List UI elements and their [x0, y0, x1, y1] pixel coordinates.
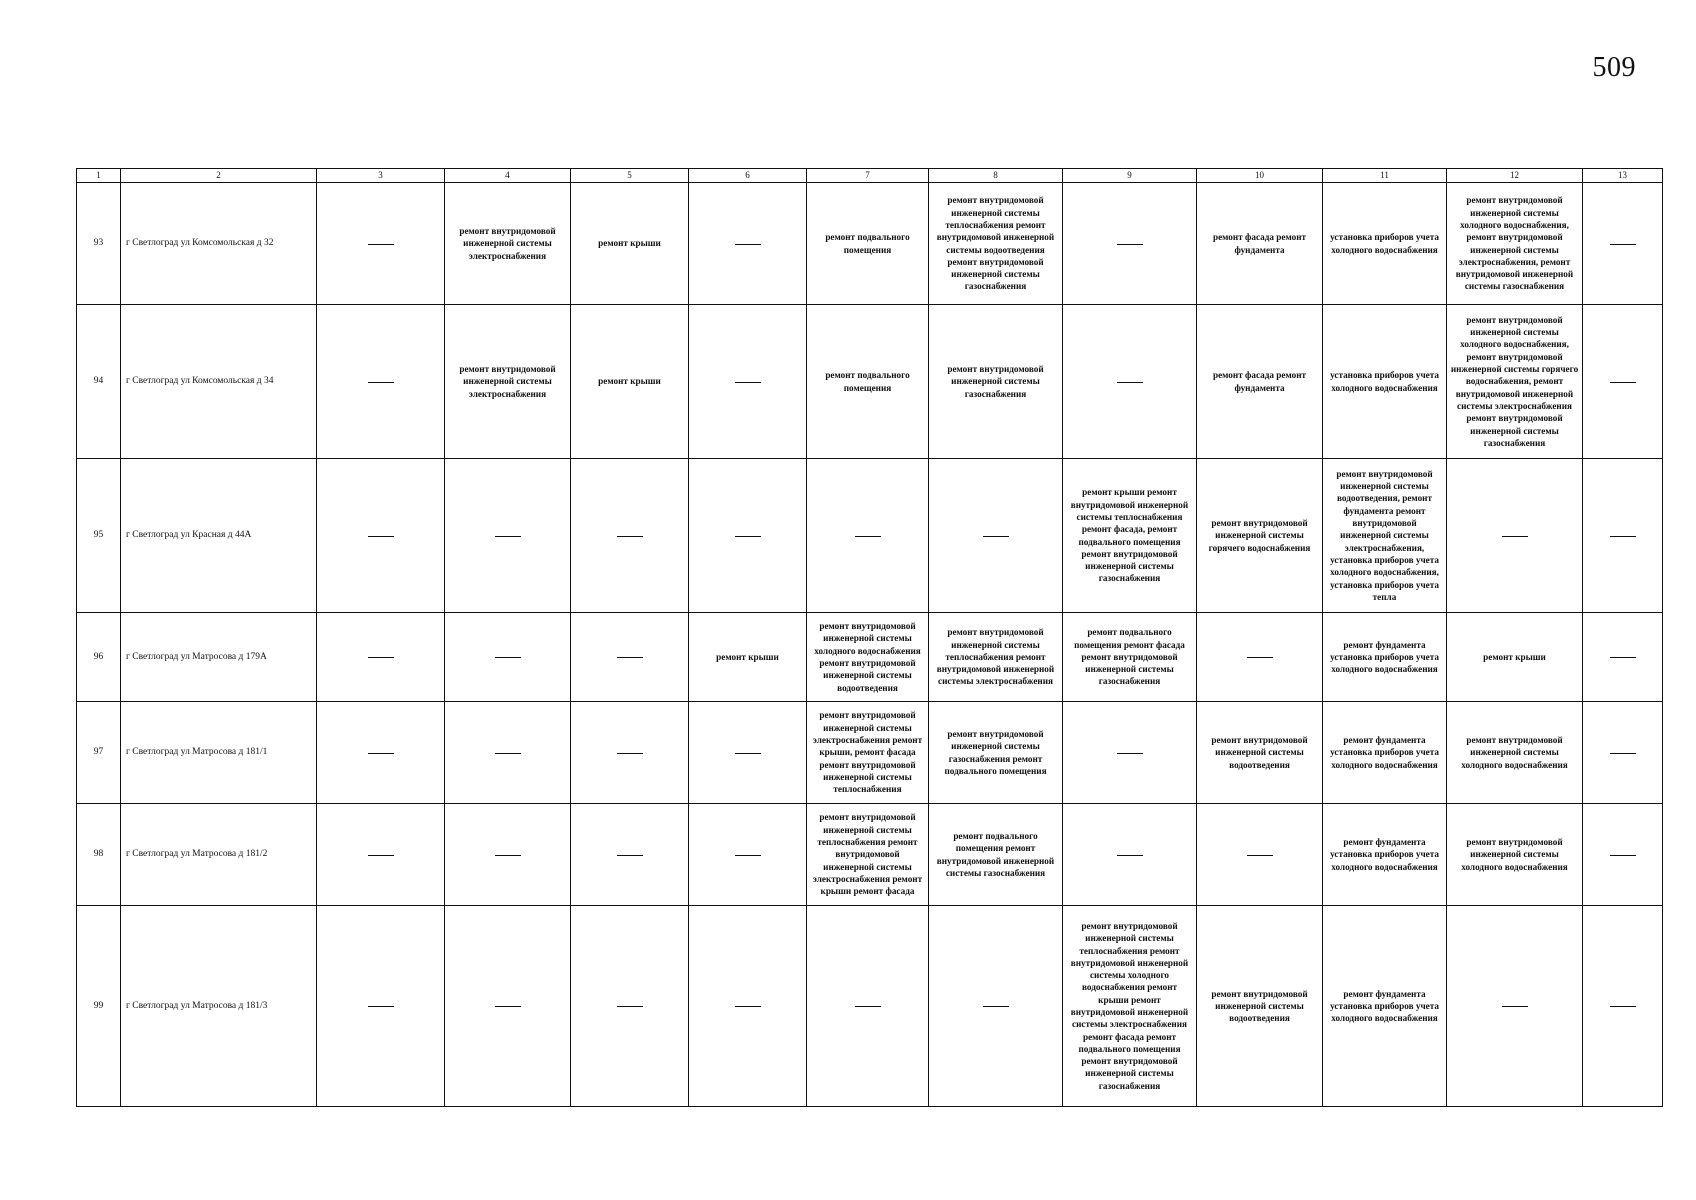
row-number: 96 [77, 613, 121, 702]
address-cell: г Светлоград ул Матросова д 181/1 [121, 702, 317, 804]
work-cell: ремонт внутридомовой инженерной системы водоотведения, ремонт фундамента ремонт внутридомовой инженерной системы электроснабжения, установка приборов учета холодного водоснабжения, установка приборов учета тепла [1323, 459, 1447, 613]
empty-dash-cell [571, 906, 689, 1107]
row-number: 97 [77, 702, 121, 804]
table-row [77, 183, 1663, 305]
empty-dash-cell [1063, 702, 1197, 804]
empty-dash-cell [1063, 804, 1197, 906]
work-cell: ремонт внутридомовой инженерной системы теплоснабжения ремонт внутридомовой инженерной системы водоотведения ремонт внутридомовой инженерной системы газоснабжения [929, 183, 1063, 305]
dash-mark [617, 657, 643, 658]
dash-mark [617, 1006, 643, 1007]
work-cell: ремонт внутридомовой инженерной системы холодного водоснабжения ремонт внутридомовой инженерной системы водоотведения [807, 613, 929, 702]
work-cell: ремонт подвального помещения [807, 305, 929, 459]
empty-dash-cell [689, 906, 807, 1107]
row-number: 98 [77, 804, 121, 906]
work-cell: ремонт фундамента установка приборов учета холодного водоснабжения [1323, 702, 1447, 804]
empty-dash-cell [807, 906, 929, 1107]
work-cell: ремонт фундамента установка приборов учета холодного водоснабжения [1323, 804, 1447, 906]
column-header: 9 [1063, 169, 1197, 183]
dash-mark [735, 244, 761, 245]
empty-dash-cell [689, 804, 807, 906]
work-cell: ремонт крыши [571, 305, 689, 459]
empty-dash-cell [1447, 459, 1583, 613]
dash-mark [1247, 657, 1273, 658]
empty-dash-cell [1583, 702, 1663, 804]
dash-mark [1610, 244, 1636, 245]
column-header: 10 [1197, 169, 1323, 183]
table-row [77, 906, 1663, 1107]
work-cell: ремонт внутридомовой инженерной системы водоотведения [1197, 906, 1323, 1107]
dash-mark [1502, 1006, 1528, 1007]
work-cell: ремонт внутридомовой инженерной системы электроснабжения [445, 305, 571, 459]
empty-dash-cell [445, 804, 571, 906]
row-number: 99 [77, 906, 121, 1107]
column-header: 13 [1583, 169, 1663, 183]
dash-mark [1117, 382, 1143, 383]
empty-dash-cell [317, 305, 445, 459]
empty-dash-cell [1063, 183, 1197, 305]
work-cell: ремонт внутридомовой инженерной системы холодного водоснабжения, ремонт внутридомовой инженерной системы электроснабжения, ремонт внутридомовой инженерной системы газоснабжения [1447, 183, 1583, 305]
dash-mark [735, 1006, 761, 1007]
empty-dash-cell [1583, 804, 1663, 906]
table-row [77, 613, 1663, 702]
column-header: 4 [445, 169, 571, 183]
empty-dash-cell [317, 183, 445, 305]
empty-dash-cell [571, 613, 689, 702]
empty-dash-cell [689, 459, 807, 613]
column-header: 12 [1447, 169, 1583, 183]
work-cell: ремонт фасада ремонт фундамента [1197, 183, 1323, 305]
work-cell: ремонт подвального помещения ремонт фасада ремонт внутридомовой инженерной системы газоснабжения [1063, 613, 1197, 702]
empty-dash-cell [1197, 804, 1323, 906]
address-cell: г Светлоград ул Матросова д 181/2 [121, 804, 317, 906]
empty-dash-cell [1583, 183, 1663, 305]
empty-dash-cell [445, 702, 571, 804]
empty-dash-cell [317, 459, 445, 613]
column-header: 7 [807, 169, 929, 183]
work-cell: ремонт внутридомовой инженерной системы теплоснабжения ремонт внутридомовой инженерной системы электроснабжения [929, 613, 1063, 702]
empty-dash-cell [571, 804, 689, 906]
dash-mark [735, 536, 761, 537]
header-row [77, 169, 1663, 183]
empty-dash-cell [1583, 305, 1663, 459]
dash-mark [1117, 753, 1143, 754]
work-cell: ремонт внутридомовой инженерной системы водоотведения [1197, 702, 1323, 804]
empty-dash-cell [317, 613, 445, 702]
dash-mark [1610, 382, 1636, 383]
empty-dash-cell [929, 459, 1063, 613]
address-cell: г Светлоград ул Комсомольская д 34 [121, 305, 317, 459]
column-header: 3 [317, 169, 445, 183]
dash-mark [495, 657, 521, 658]
address-cell: г Светлоград ул Матросова д 179А [121, 613, 317, 702]
empty-dash-cell [1197, 613, 1323, 702]
dash-mark [1610, 855, 1636, 856]
dash-mark [617, 753, 643, 754]
capital-repair-table [76, 168, 1663, 1107]
column-header: 11 [1323, 169, 1447, 183]
work-cell: ремонт внутридомовой инженерной системы электроснабжения ремонт крыши, ремонт фасада ремонт внутридомовой инженерной системы теплоснабжения [807, 702, 929, 804]
empty-dash-cell [1583, 613, 1663, 702]
work-cell: ремонт внутридомовой инженерной системы горячего водоснабжения [1197, 459, 1323, 613]
column-header: 5 [571, 169, 689, 183]
dash-mark [368, 536, 394, 537]
address-cell: г Светлоград ул Красная д 44А [121, 459, 317, 613]
dash-mark [495, 1006, 521, 1007]
work-cell: установка приборов учета холодного водоснабжения [1323, 183, 1447, 305]
dash-mark [1117, 244, 1143, 245]
table-row [77, 305, 1663, 459]
dash-mark [1247, 855, 1273, 856]
table-row [77, 804, 1663, 906]
dash-mark [1610, 657, 1636, 658]
work-cell: ремонт крыши [1447, 613, 1583, 702]
work-cell: ремонт внутридомовой инженерной системы газоснабжения [929, 305, 1063, 459]
empty-dash-cell [689, 305, 807, 459]
column-header: 2 [121, 169, 317, 183]
dash-mark [983, 1006, 1009, 1007]
work-cell: ремонт фасада ремонт фундамента [1197, 305, 1323, 459]
dash-mark [1610, 753, 1636, 754]
dash-mark [617, 536, 643, 537]
dash-mark [1502, 536, 1528, 537]
column-header: 8 [929, 169, 1063, 183]
empty-dash-cell [571, 702, 689, 804]
work-cell: установка приборов учета холодного водоснабжения [1323, 305, 1447, 459]
empty-dash-cell [929, 906, 1063, 1107]
work-cell: ремонт подвального помещения [807, 183, 929, 305]
empty-dash-cell [1063, 305, 1197, 459]
dash-mark [495, 855, 521, 856]
dash-mark [735, 855, 761, 856]
dash-mark [735, 753, 761, 754]
dash-mark [983, 536, 1009, 537]
dash-mark [1610, 536, 1636, 537]
empty-dash-cell [1583, 906, 1663, 1107]
dash-mark [495, 753, 521, 754]
work-cell: ремонт подвального помещения ремонт внутридомовой инженерной системы газоснабжения [929, 804, 1063, 906]
dash-mark [368, 657, 394, 658]
work-cell: ремонт внутридомовой инженерной системы газоснабжения ремонт подвального помещения [929, 702, 1063, 804]
row-number: 95 [77, 459, 121, 613]
row-number: 94 [77, 305, 121, 459]
dash-mark [617, 855, 643, 856]
row-number: 93 [77, 183, 121, 305]
column-header: 1 [77, 169, 121, 183]
empty-dash-cell [1447, 906, 1583, 1107]
address-cell: г Светлоград ул Матросова д 181/3 [121, 906, 317, 1107]
work-cell: ремонт внутридомовой инженерной системы электроснабжения [445, 183, 571, 305]
dash-mark [368, 382, 394, 383]
work-cell: ремонт внутридомовой инженерной системы холодного водоснабжения, ремонт внутридомовой инженерной системы горячего водоснабжения, ремонт внутридомовой инженерной системы электроснабжения ремонт внутридомовой инженерной системы газоснабжения [1447, 305, 1583, 459]
work-cell: ремонт крыши [571, 183, 689, 305]
column-number-header [77, 169, 1663, 183]
column-header: 6 [689, 169, 807, 183]
work-cell: ремонт внутридомовой инженерной системы теплоснабжения ремонт внутридомовой инженерной системы электроснабжения ремонт крыши ремонт фасада [807, 804, 929, 906]
empty-dash-cell [689, 702, 807, 804]
dash-mark [735, 382, 761, 383]
dash-mark [1610, 1006, 1636, 1007]
address-cell: г Светлоград ул Комсомольская д 32 [121, 183, 317, 305]
table-body [77, 183, 1663, 1107]
empty-dash-cell [1583, 459, 1663, 613]
work-cell: ремонт внутридомовой инженерной системы холодного водоснабжения [1447, 702, 1583, 804]
work-cell: ремонт внутридомовой инженерной системы теплоснабжения ремонт внутридомовой инженерной системы холодного водоснабжения ремонт крыши ремонт внутридомовой инженерной системы электроснабжения ремонт фасада ремонт подвального помещения ремонт внутридомовой инженерной системы газоснабжения [1063, 906, 1197, 1107]
empty-dash-cell [445, 906, 571, 1107]
dash-mark [368, 753, 394, 754]
dash-mark [855, 1006, 881, 1007]
dash-mark [855, 536, 881, 537]
dash-mark [1117, 855, 1143, 856]
empty-dash-cell [689, 183, 807, 305]
work-cell: ремонт крыши [689, 613, 807, 702]
page-number: 509 [1592, 52, 1636, 83]
empty-dash-cell [317, 804, 445, 906]
dash-mark [368, 244, 394, 245]
work-cell: ремонт крыши ремонт внутридомовой инженерной системы теплоснабжения ремонт фасада, ремонт подвального помещения ремонт внутридомовой инженерной системы газоснабжения [1063, 459, 1197, 613]
table-row [77, 459, 1663, 613]
dash-mark [368, 1006, 394, 1007]
empty-dash-cell [317, 906, 445, 1107]
empty-dash-cell [445, 459, 571, 613]
empty-dash-cell [571, 459, 689, 613]
work-cell: ремонт внутридомовой инженерной системы холодного водоснабжения [1447, 804, 1583, 906]
empty-dash-cell [807, 459, 929, 613]
work-cell: ремонт фундамента установка приборов учета холодного водоснабжения [1323, 906, 1447, 1107]
work-cell: ремонт фундамента установка приборов учета холодного водоснабжения [1323, 613, 1447, 702]
empty-dash-cell [317, 702, 445, 804]
empty-dash-cell [445, 613, 571, 702]
table-row [77, 702, 1663, 804]
dash-mark [368, 855, 394, 856]
dash-mark [495, 536, 521, 537]
